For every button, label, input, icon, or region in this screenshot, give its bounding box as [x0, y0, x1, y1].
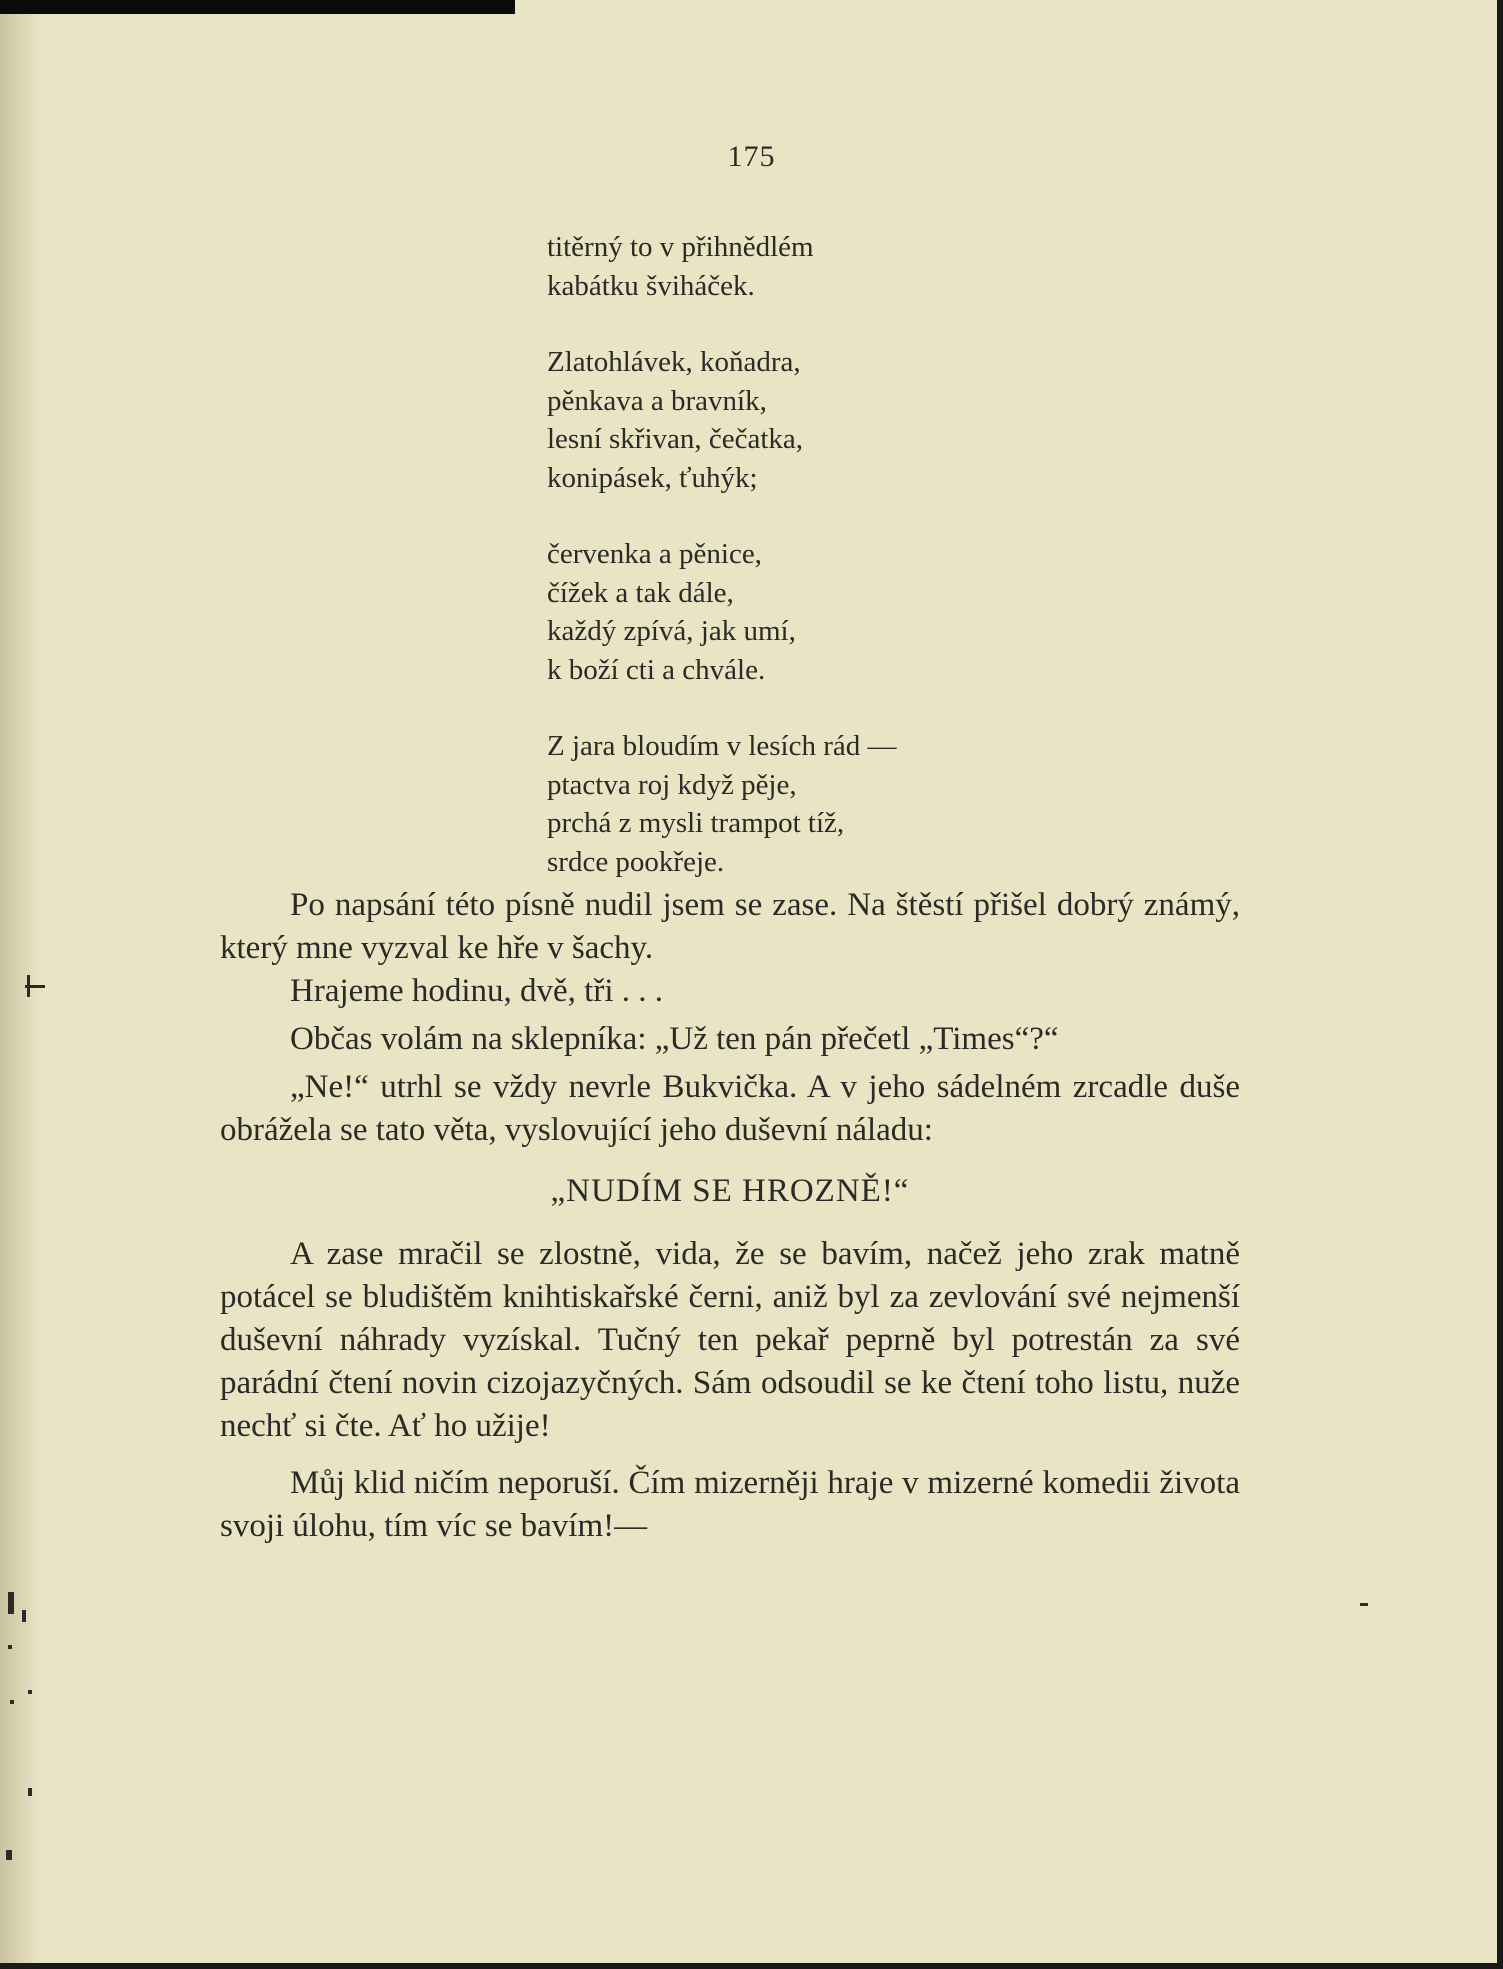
prose-body	[220, 884, 1240, 1548]
paragraph: Můj klid ničím neporuší. Čím mizerněji hraje v mizerné komedii života svoji úlohu, tím víc se bavím!—	[220, 1465, 1240, 1544]
poem-line: pěnkava a bravník,	[547, 384, 767, 417]
poem-line: ptactva roj když pěje,	[547, 768, 797, 801]
paragraph: Po napsání této písně nudil jsem se zase. Na štěstí přišel dobrý známý, který mne vyzval ke hře v šachy.	[220, 887, 1240, 966]
poem-line: prchá z mysli trampot tíž,	[547, 807, 845, 839]
page-number: 175	[727, 140, 776, 173]
scan-speck	[6, 1850, 12, 1860]
scan-speck	[28, 1788, 32, 1796]
poem-line: čížek a tak dále,	[547, 576, 734, 609]
poem-line: srdce pookřeje.	[547, 845, 725, 878]
scan-top-edge	[0, 0, 515, 14]
poem-line: konipásek, ťuhýk;	[547, 461, 758, 494]
scan-right-edge	[1497, 0, 1503, 1969]
poem	[547, 228, 1007, 919]
poem-stanza-1	[547, 228, 1007, 305]
paragraph: Hrajeme hodinu, dvě, tři . . .	[290, 973, 663, 1009]
poem-line: Zlatohlávek, koňadra,	[547, 346, 801, 378]
scan-speck	[8, 1645, 12, 1649]
scan-speck	[8, 1592, 14, 1614]
exclamation-heading: „NUDÍM SE HROZNĚ!“	[550, 1173, 910, 1209]
paragraph: Občas volám na sklepníka: „Už ten pán přečetl „Times“?“	[290, 1021, 1059, 1057]
poem-line: kabátku šviháček.	[547, 269, 755, 302]
paragraph: „Ne!“ utrhl se vždy nevrle Bukvička. A v jeho sádelném zrcadle duše obrážela se tato věta, vyslovující jeho duševní náladu:	[220, 1069, 1240, 1148]
paragraph: A zase mračil se zlostně, vida, že se bavím, načež jeho zrak matně potácel se bludištěm knihtiskařské černi, aniž byl za zevlování své nejmenší duševní náhrady vyzískal. Tučný ten pekař peprně byl potrestán za své parádní čtení novin cizojazyčných. Sám odsoudil se ke čtení toho listu, nuže nechť si čte. Ať ho užije!	[220, 1236, 1240, 1444]
poem-line: lesní skřivan, čečatka,	[547, 423, 804, 455]
scan-speck	[22, 1610, 26, 1622]
poem-line: každý zpívá, jak umí,	[547, 615, 796, 647]
poem-line: Z jara bloudím v lesích rád —	[547, 730, 897, 762]
poem-stanza-4	[547, 727, 1007, 881]
scan-speck	[28, 1690, 32, 1694]
poem-stanza-2	[547, 343, 1007, 497]
scan-speck	[1360, 1603, 1368, 1606]
poem-line: červenka a pěnice,	[547, 538, 762, 570]
margin-mark	[27, 975, 30, 997]
scan-bottom-edge	[0, 1963, 1503, 1969]
poem-line: titěrný to v přihnědlém	[547, 231, 814, 263]
poem-stanza-3	[547, 535, 1007, 689]
scan-speck	[10, 1700, 14, 1704]
poem-line: k boží cti a chvále.	[547, 653, 766, 686]
